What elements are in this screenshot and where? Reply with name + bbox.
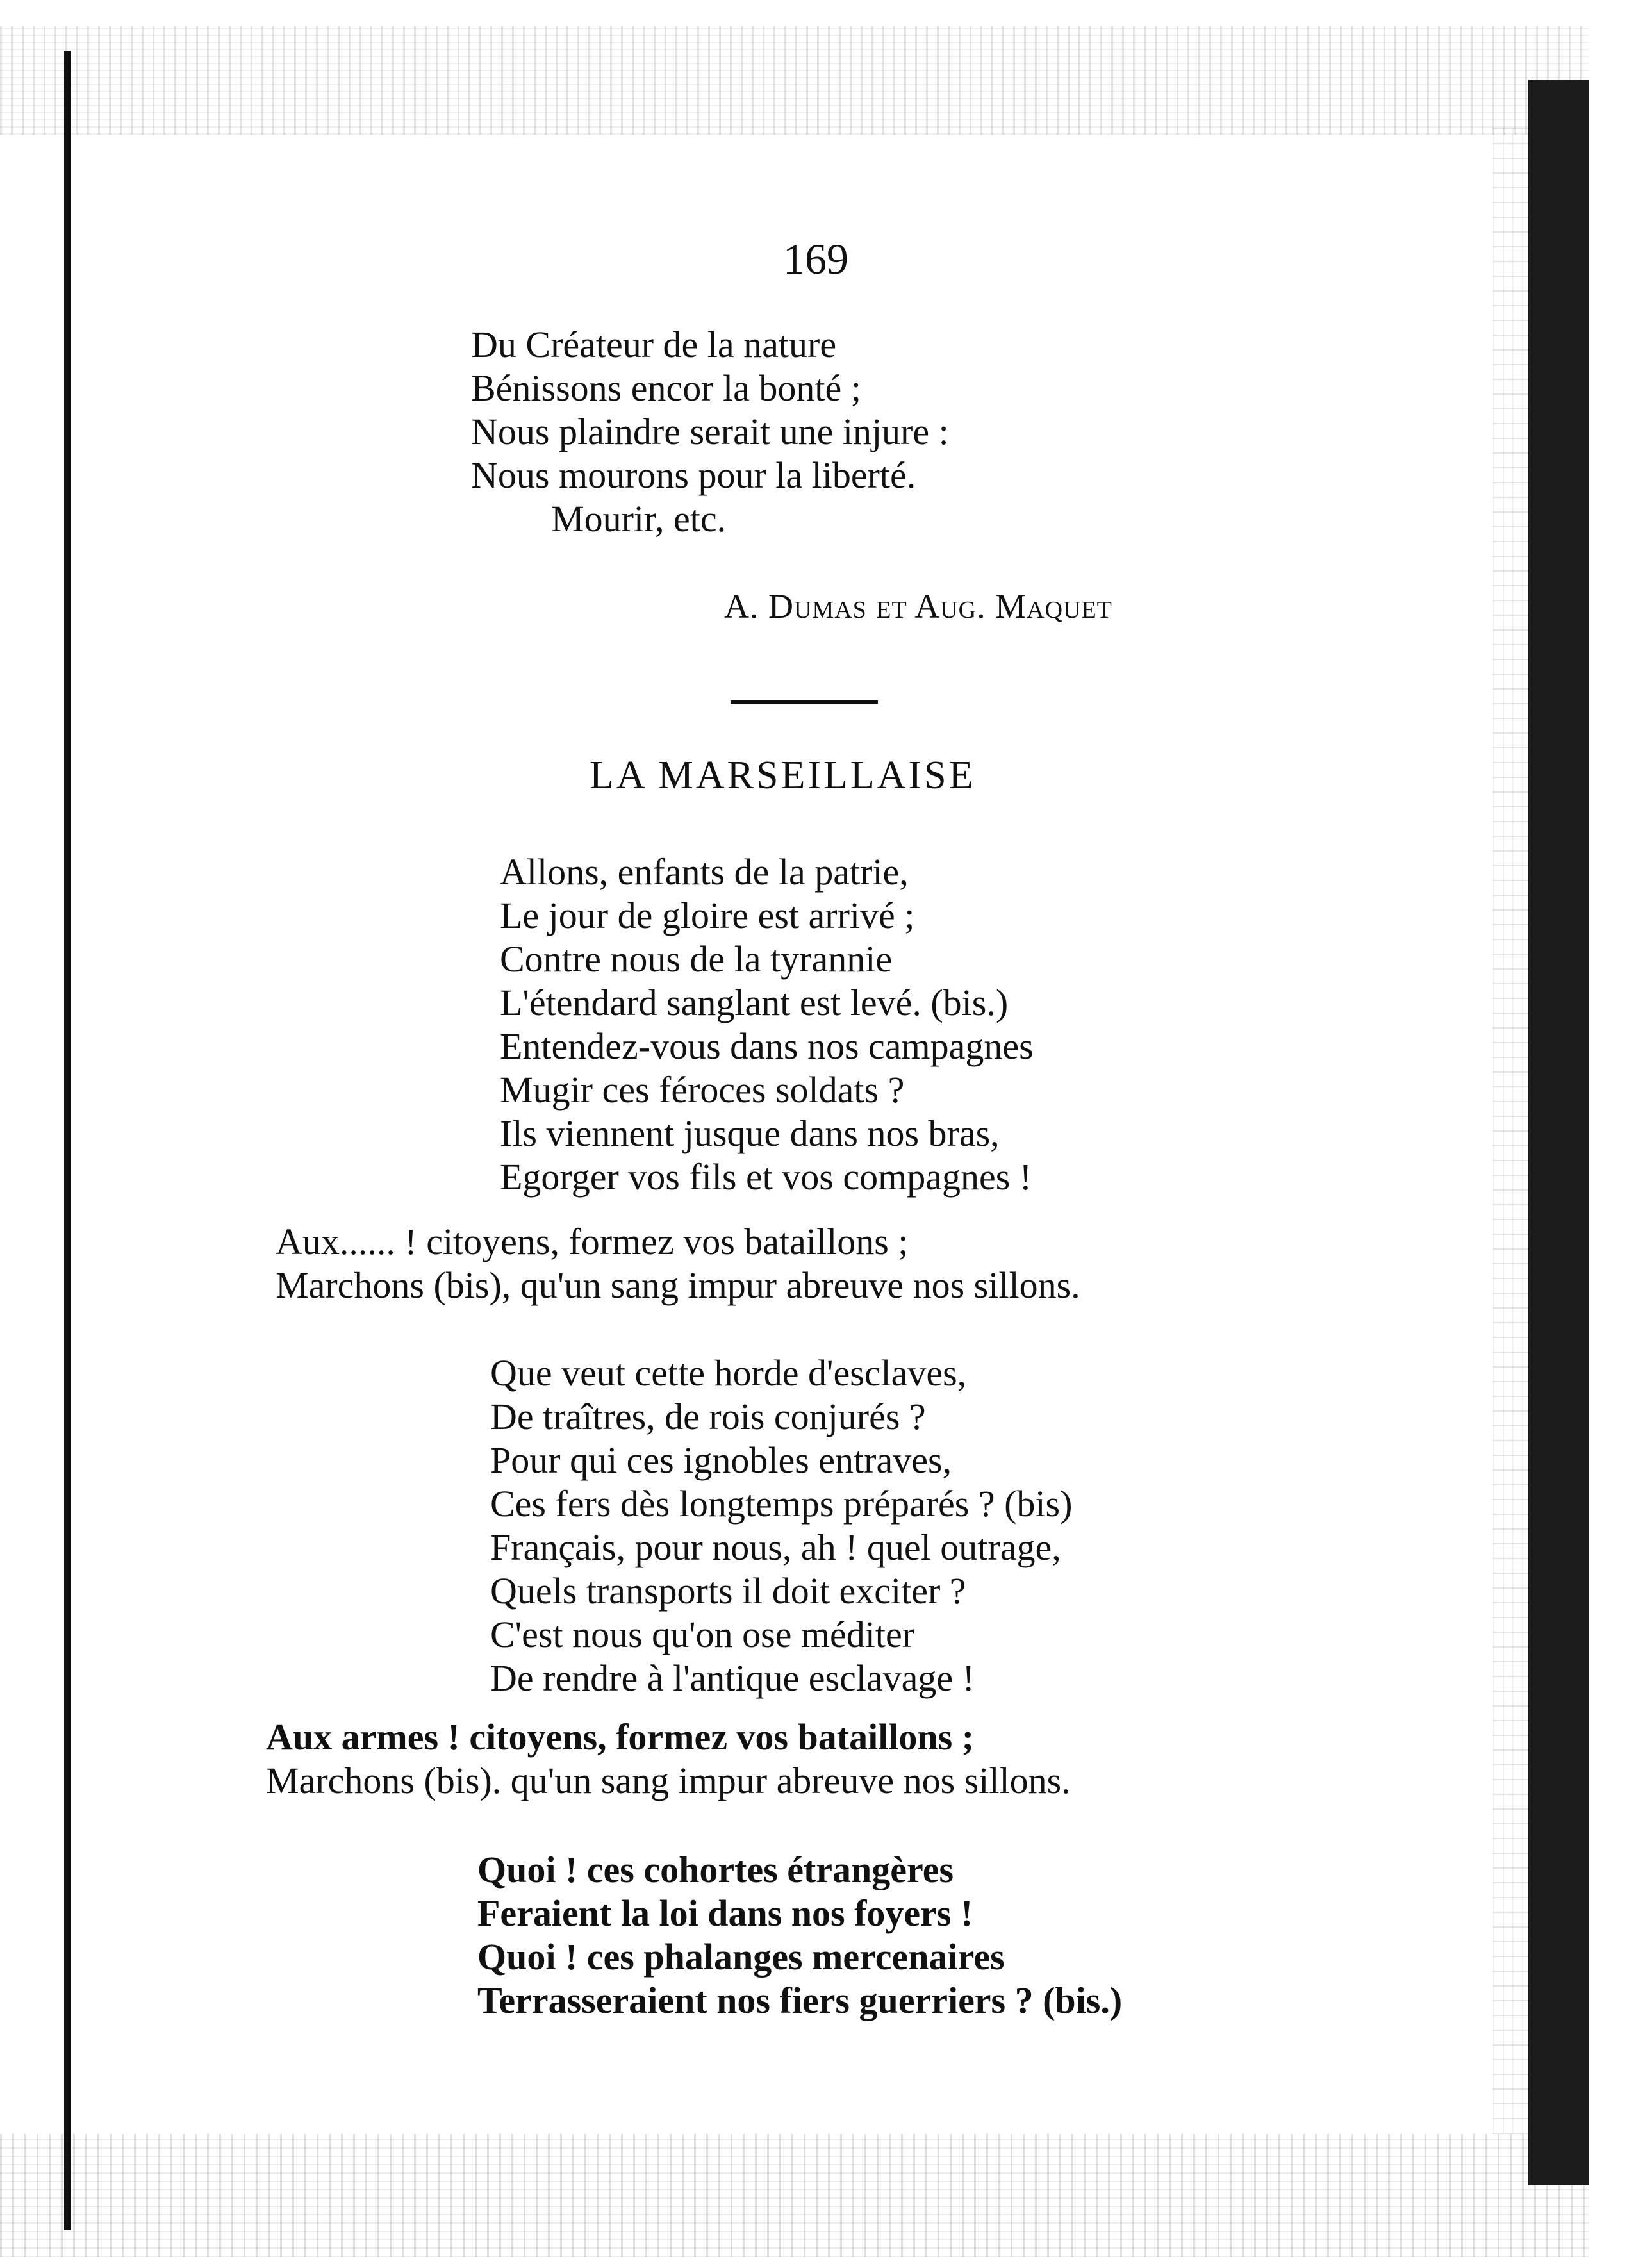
stanza-line: C'est nous qu'on ose méditer xyxy=(490,1614,915,1655)
poem-line: Bénissons encor la bonté ; xyxy=(471,367,861,409)
stanza-line: De rendre à l'antique esclavage ! xyxy=(490,1657,975,1699)
stanza-line: Entendez-vous dans nos campagnes xyxy=(500,1025,1034,1067)
poem-line: Nous plaindre serait une injure : xyxy=(471,411,949,452)
refrain-line: Aux armes ! citoyens, formez vos bataillons ; xyxy=(266,1716,975,1758)
stanza-line: Ils viennent jusque dans nos bras, xyxy=(500,1112,1000,1154)
refrain-line: Marchons (bis), qu'un sang impur abreuve nos sillons. xyxy=(276,1264,1080,1306)
stanza-line: L'étendard sanglant est levé. (bis.) xyxy=(500,982,1009,1023)
poem-line: Du Créateur de la nature xyxy=(471,324,837,365)
binding-gutter-line xyxy=(64,51,71,2230)
section-divider xyxy=(731,700,878,704)
author-attribution: A. Dumas et Aug. Maquet xyxy=(724,587,1112,625)
poem-refrain-line: Mourir, etc. xyxy=(551,498,727,540)
stanza-line: De traîtres, de rois conjurés ? xyxy=(490,1396,926,1437)
stanza-line: Quoi ! ces cohortes étrangères xyxy=(477,1849,954,1890)
stanza-line: Pour qui ces ignobles entraves, xyxy=(490,1439,952,1481)
stanza-line: Quoi ! ces phalanges mercenaires xyxy=(477,1936,1005,1978)
stanza-line: Egorger vos fils et vos compagnes ! xyxy=(500,1156,1032,1198)
song-title: LA MARSEILLAISE xyxy=(590,754,976,797)
stanza-line: Ces fers dès longtemps préparés ? (bis) xyxy=(490,1483,1073,1525)
stanza-line: Contre nous de la tyrannie xyxy=(500,938,893,980)
stanza-line: Français, pour nous, ah ! quel outrage, xyxy=(490,1526,1061,1568)
stanza-line: Terrasseraient nos fiers guerriers ? (bis.) xyxy=(477,1980,1123,2021)
page-number: 169 xyxy=(783,235,848,283)
stanza-line: Que veut cette horde d'esclaves, xyxy=(490,1352,967,1394)
scan-edge-shadow xyxy=(1528,80,1589,2185)
refrain-line: Aux...... ! citoyens, formez vos bataillons ; xyxy=(276,1221,909,1262)
stanza-line: Mugir ces féroces soldats ? xyxy=(500,1069,905,1111)
stanza-line: Allons, enfants de la patrie, xyxy=(500,851,909,893)
scan-noise-top xyxy=(0,26,1589,135)
stanza-line: Quels transports il doit exciter ? xyxy=(490,1570,966,1612)
stanza-line: Feraient la loi dans nos foyers ! xyxy=(477,1892,973,1934)
refrain-line: Marchons (bis). qu'un sang impur abreuve nos sillons. xyxy=(266,1760,1071,1801)
scan-noise-bottom xyxy=(0,2134,1589,2257)
stanza-line: Le jour de gloire est arrivé ; xyxy=(500,895,915,936)
poem-line: Nous mourons pour la liberté. xyxy=(471,454,916,496)
